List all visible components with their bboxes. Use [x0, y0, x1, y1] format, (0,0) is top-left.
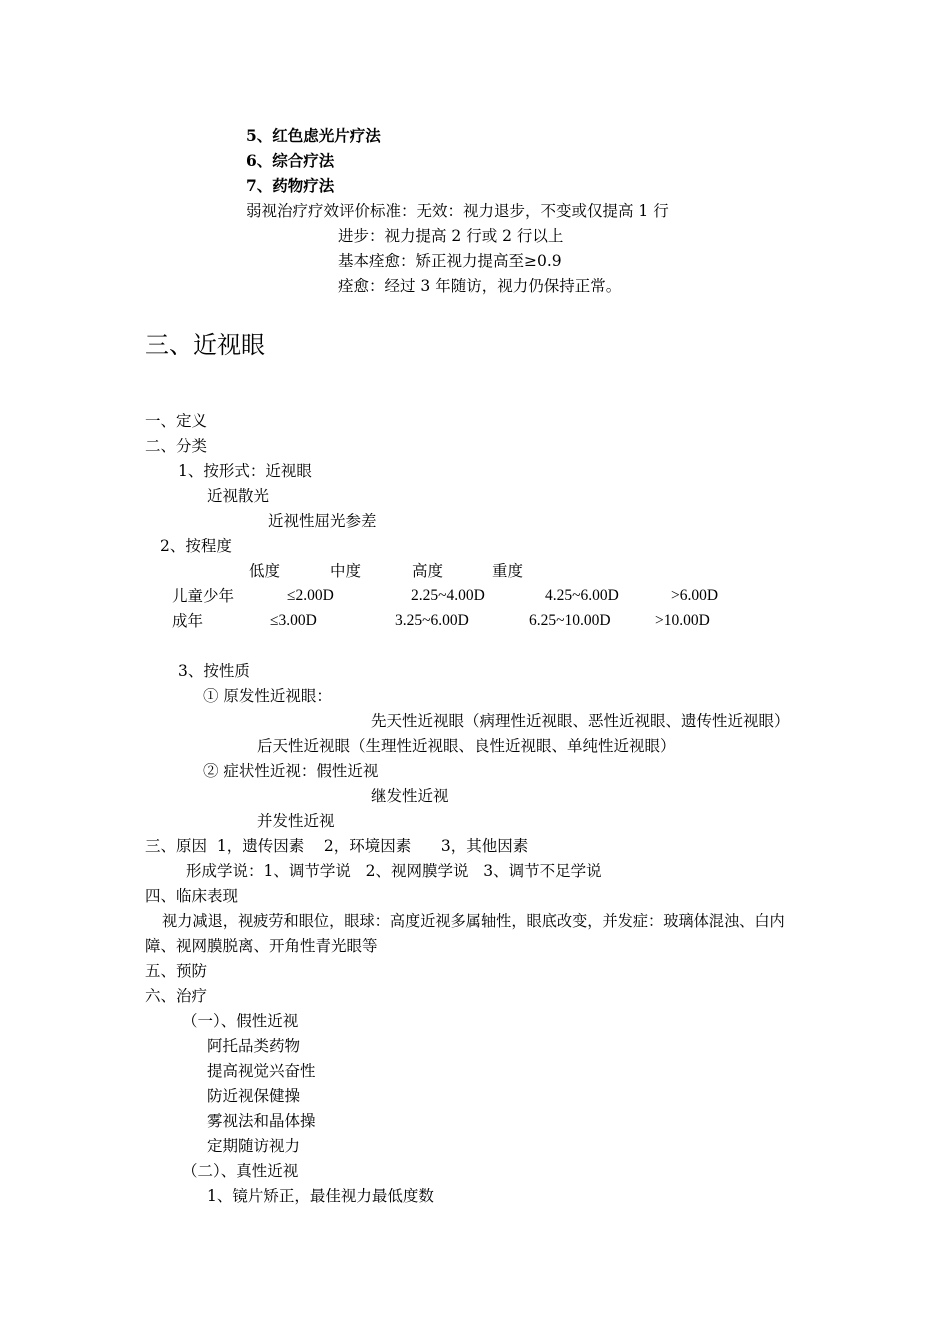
prevention-heading: 五、预防: [145, 962, 208, 980]
pseudo-myopia-heading: （一）、假性近视: [182, 1012, 299, 1030]
table-cell: ≤3.00D: [270, 612, 317, 629]
clinical-text-2: 障、视网膜脱离、开角性青光眼等: [145, 937, 378, 955]
table-cell: 3.25~6.00D: [395, 612, 469, 629]
table-cell: >6.00D: [671, 587, 719, 604]
list-item: 定期随访视力: [207, 1137, 301, 1155]
list-item: 阿托品类药物: [207, 1037, 301, 1055]
list-item: 提高视觉兴奋性: [207, 1062, 316, 1080]
table-cell: 4.25~6.00D: [545, 587, 619, 604]
class-secondary: 继发性近视: [371, 787, 449, 805]
clinical-heading: 四、临床表现: [145, 887, 239, 905]
table-header: 中度: [330, 562, 362, 580]
class-primary: ① 原发性近视眼：: [203, 687, 332, 705]
table-cell: 6.25~10.00D: [529, 612, 611, 629]
definition-heading: 一、定义: [145, 412, 208, 430]
class-complicated: 并发性近视: [257, 812, 335, 830]
true-myopia-item-1: 1、镜片矫正，最佳视力最低度数: [207, 1187, 434, 1205]
true-myopia-heading: （二）、真性近视: [182, 1162, 299, 1180]
clinical-text-1: 视力减退，视疲劳和眼位，眼球：高度近视多属轴性，眼底改变，并发症：玻璃体混浊、白内: [162, 912, 785, 930]
classification-heading: 二、分类: [145, 437, 208, 455]
therapy-item-7: 7、药物疗法: [246, 176, 335, 195]
section-title: 三、近视眼: [145, 331, 265, 359]
criteria-cure: 痊愈：经过 3 年随访，视力仍保持正常。: [338, 277, 622, 295]
list-item: 防近视保健操: [207, 1087, 301, 1105]
causes-line: 三、原因 1，遗传因素 2，环境因素 3，其他因素: [145, 837, 529, 855]
table-header: 重度: [492, 562, 524, 580]
class-by-form: 1、按形式：近视眼: [178, 462, 312, 480]
table-header: 低度: [249, 562, 281, 580]
list-item: 雾视法和晶体操: [207, 1112, 316, 1130]
table-row-label: 成年: [172, 612, 204, 630]
therapy-item-6: 6、综合疗法: [246, 151, 335, 170]
causes-theories: 形成学说：1、调节学说 2、视网膜学说 3、调节不足学说: [186, 862, 602, 880]
therapy-item-5: 5、红色虑光片疗法: [246, 126, 381, 145]
table-row-label: 儿童少年: [172, 587, 235, 605]
table-cell: ≤2.00D: [287, 587, 334, 604]
class-acquired: 后天性近视眼（生理性近视眼、良性近视眼、单纯性近视眼）: [257, 737, 676, 755]
table-cell: 2.25~4.00D: [411, 587, 485, 604]
class-form-anisometropia: 近视性屈光参差: [268, 512, 377, 530]
table-header: 高度: [412, 562, 444, 580]
evaluation-criteria: 弱视治疗疗效评价标准：无效：视力退步，不变或仅提高 1 行: [246, 202, 669, 220]
criteria-progress: 进步：视力提高 2 行或 2 行以上: [338, 227, 564, 245]
treatment-heading: 六、治疗: [145, 987, 208, 1005]
class-symptomatic: ② 症状性近视：假性近视: [203, 762, 379, 780]
criteria-basic-cure: 基本痊愈：矫正视力提高至≥0.9: [338, 252, 562, 270]
class-congenital: 先天性近视眼（病理性近视眼、恶性近视眼、遗传性近视眼）: [371, 712, 790, 730]
table-cell: >10.00D: [655, 612, 710, 629]
class-form-astigmatism: 近视散光: [207, 487, 270, 505]
class-by-nature: 3、按性质: [178, 662, 250, 680]
class-by-degree: 2、按程度: [160, 537, 232, 555]
